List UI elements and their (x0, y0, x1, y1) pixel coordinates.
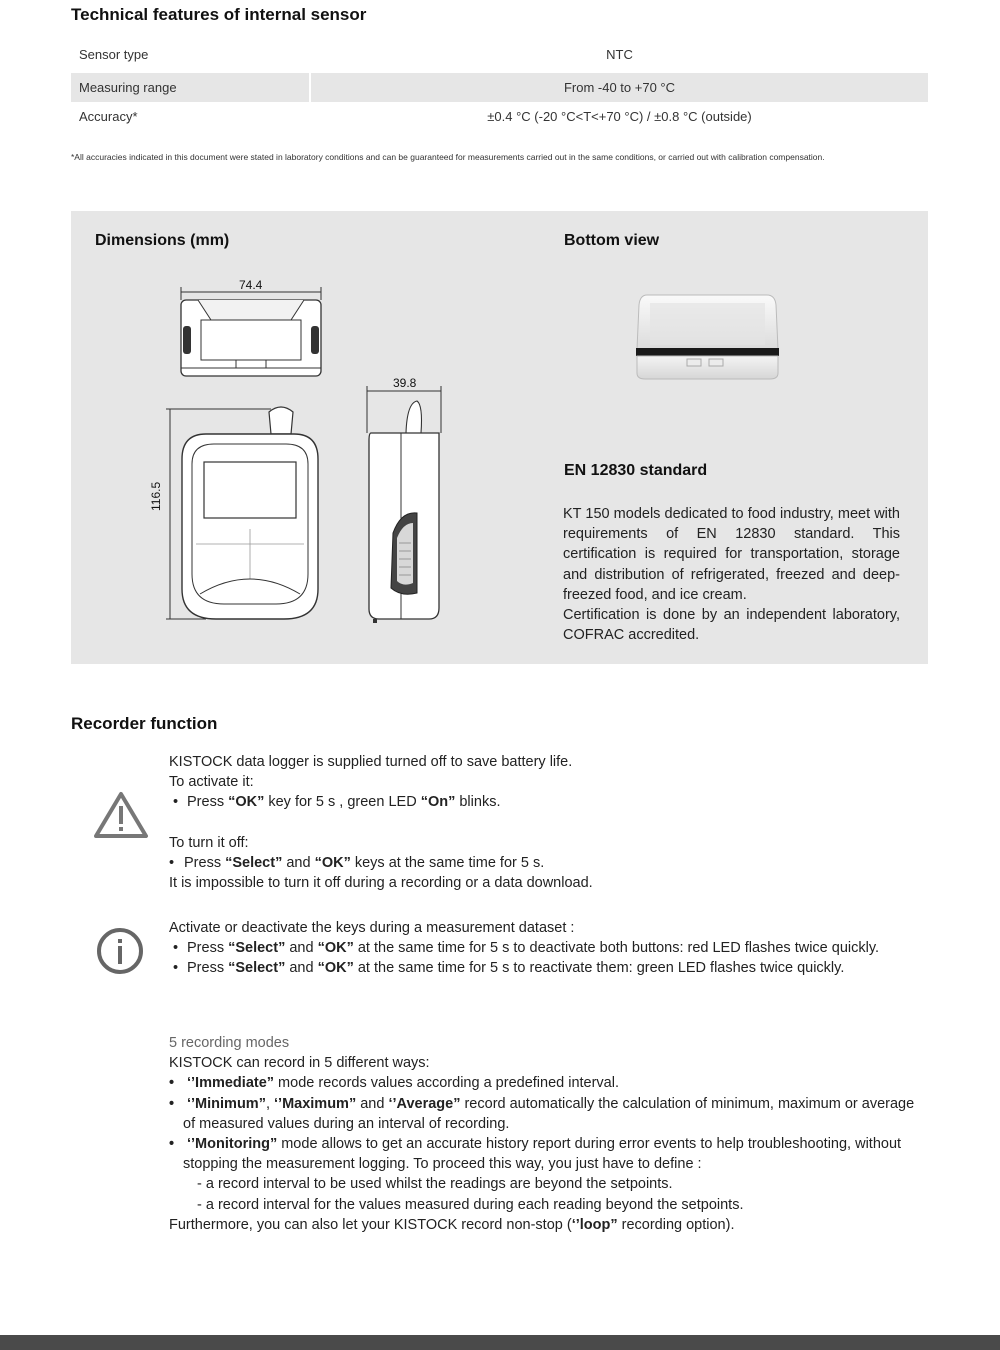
table-row (71, 102, 928, 131)
top-view-drawing (176, 286, 326, 381)
depth-dimension-label: 39.8 (393, 376, 417, 390)
standard-paragraph: KT 150 models dedicated to food industry, meet with requirements of EN 12830 standard. This certification is required for transportation, storage and distribution of refrigerated, freezed and deep-freezed food, and ice cream. (563, 506, 900, 603)
text-part: and (285, 960, 318, 977)
text-part: Press (184, 855, 226, 871)
mode-name: ‘’Average” (388, 1095, 461, 1112)
modes-intro: KISTOCK can record in 5 different ways: (169, 1055, 430, 1072)
modes-subtitle: 5 recording modes (169, 1035, 290, 1051)
text-part: Press (187, 960, 229, 977)
text-part: key for 5 s , green LED (264, 794, 421, 811)
activation-intro: KISTOCK data logger is supplied turned off to save battery life. (169, 754, 573, 770)
spec-label: Accuracy* (71, 102, 311, 131)
standard-paragraph: Certification is done by an independent laboratory, COFRAC accredited. (563, 607, 900, 644)
text-part: at the same time for 5 s to reactivate them: green LED flashes twice quickly. (353, 960, 845, 977)
standard-text (563, 504, 900, 645)
ok-key: “OK” (317, 940, 354, 957)
front-view-drawing (166, 404, 326, 624)
activation-block (169, 752, 593, 893)
spacer (169, 813, 593, 833)
spec-value: From -40 to +70 °C (311, 73, 928, 102)
text-part: mode allows to get an accurate history report during error events to help troubleshooting, without (277, 1136, 902, 1153)
text-part: and (356, 1095, 389, 1112)
list-item-continued: stopping the measurement logging. To proceed this way, you just have to define : (183, 1156, 702, 1173)
list-item: • ‘’Monitoring” mode allows to get an accurate history report during error events to help troubleshooting, without (169, 1136, 902, 1153)
bottom-view-title: Bottom view (564, 232, 660, 249)
text-part: recording option). (617, 1216, 735, 1233)
table-row (71, 73, 928, 102)
dimensions-panel (71, 211, 928, 664)
text-part: keys at the same time for 5 s. (350, 855, 545, 871)
modes-block (169, 1033, 914, 1235)
text-part: record automatically the calculation of minimum, maximum or average (460, 1095, 915, 1112)
tech-title: Technical features of internal sensor (71, 5, 367, 24)
table-row (71, 40, 928, 69)
keys-block (169, 918, 879, 979)
text-part: Furthermore, you can also let your KISTOCK record non-stop ( (169, 1216, 572, 1233)
list-item: • ‘’Minimum”, ‘’Maximum” and ‘’Average” record automatically the calculation of minimum, maximum or average (169, 1095, 915, 1112)
keys-intro: Activate or deactivate the keys during a measurement dataset : (169, 920, 575, 936)
mode-name: ‘’Immediate” (187, 1075, 275, 1092)
text-part: at the same time for 5 s to deactivate both buttons: red LED flashes twice quickly. (353, 940, 880, 957)
spec-value: NTC (606, 47, 633, 62)
on-led: “On” (420, 794, 456, 811)
text-part: Press (187, 794, 229, 811)
off-title: To turn it off: (169, 834, 249, 851)
mode-name: ‘’Monitoring” (187, 1136, 278, 1153)
sub-item: - a record interval for the values measured during each reading beyond the setpoints. (197, 1196, 744, 1213)
select-key: “Select” (228, 940, 286, 957)
text-part: Press (187, 940, 229, 957)
list-item: • Press “OK” key for 5 s , green LED “On” blinks. (173, 794, 501, 811)
side-view-drawing (361, 383, 446, 623)
ok-key: “OK” (314, 855, 351, 871)
accuracy-footnote: *All accuracies indicated in this document were stated in laboratory conditions and can be guaranteed for measurements carried out in the same conditions, or carried out with calibration compensation. (71, 152, 825, 162)
standard-title: EN 12830 standard (564, 462, 708, 479)
mode-name: ‘’loop” (571, 1216, 618, 1233)
spec-value: ±0.4 °C (-20 °C<T<+70 °C) / ±0.8 °C (outside) (487, 109, 752, 124)
text-part: mode records values according a predefined interval. (274, 1075, 620, 1092)
mode-name: ‘’Minimum” (187, 1095, 266, 1112)
recorder-title: Recorder function (71, 714, 218, 733)
activate-title: To activate it: (169, 774, 254, 791)
info-circle-icon (95, 926, 145, 976)
width-dimension-label: 74.4 (239, 278, 263, 292)
select-key: “Select” (225, 855, 283, 871)
list-item: • Press “Select” and “OK” keys at the same time for 5 s. (169, 855, 545, 871)
dimensions-title: Dimensions (mm) (95, 232, 230, 249)
list-item: • Press “Select” and “OK” at the same time for 5 s to deactivate both buttons: red LED flashes twice quickly. (173, 940, 880, 957)
bottom-view-image (635, 291, 780, 383)
list-item: • ‘’Immediate” mode records values according a predefined interval. (169, 1075, 620, 1092)
list-item: • Press “Select” and “OK” at the same time for 5 s to reactivate them: green LED flashes twice quickly. (173, 960, 845, 977)
ok-key: “OK” (228, 794, 265, 811)
select-key: “Select” (228, 960, 286, 977)
list-item-continued: of measured values during an interval of recording. (183, 1115, 510, 1132)
mode-name: ‘’Maximum” (274, 1095, 357, 1112)
text-part: and (282, 855, 315, 871)
spec-label: Measuring range (71, 73, 311, 102)
spec-table (71, 40, 928, 131)
text-part: , (265, 1095, 275, 1112)
text-part: and (285, 940, 318, 957)
off-note: It is impossible to turn it off during a recording or a data download. (169, 875, 593, 892)
warning-triangle-icon (92, 790, 150, 840)
spec-label: Sensor type (71, 40, 311, 69)
text-part: blinks. (455, 794, 501, 811)
sub-item: - a record interval to be used whilst the readings are beyond the setpoints. (197, 1176, 673, 1193)
footer-bar (0, 1335, 1000, 1350)
ok-key: “OK” (317, 960, 354, 977)
height-dimension-label: 116.5 (149, 481, 163, 511)
loop-note (169, 1215, 914, 1235)
